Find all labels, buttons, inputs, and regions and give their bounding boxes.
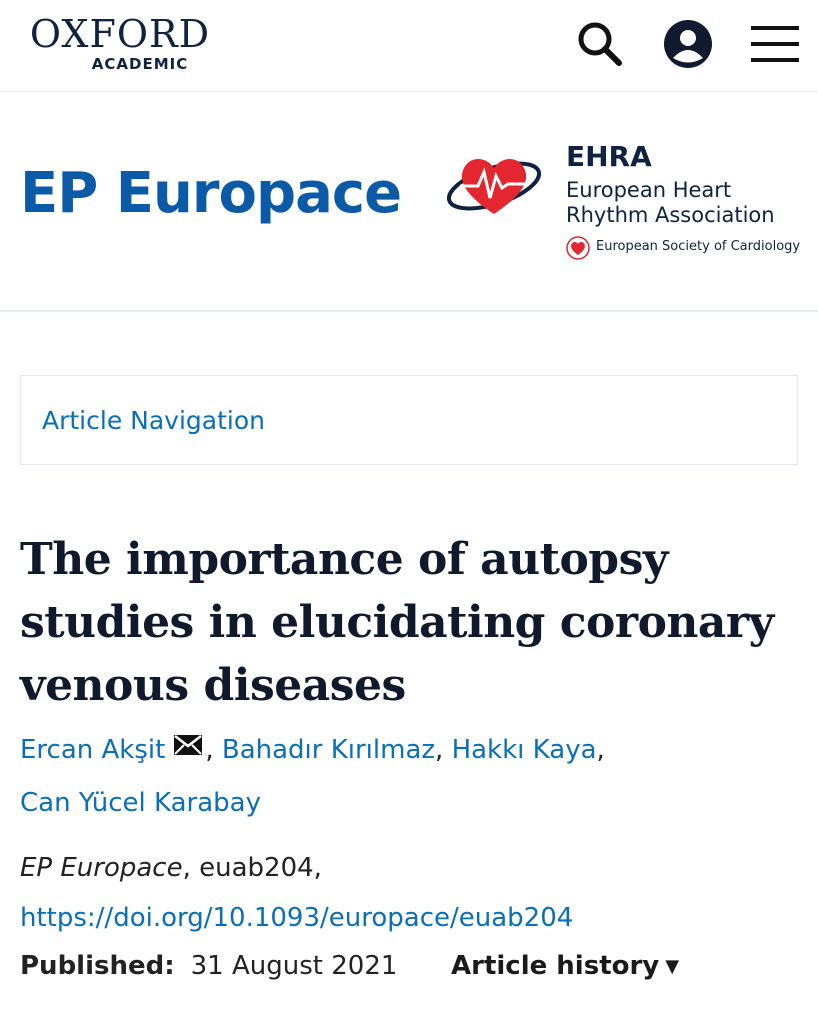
author-link[interactable]: Bahadır Kırılmaz bbox=[221, 735, 436, 765]
email-icon[interactable] bbox=[173, 722, 203, 774]
author-link[interactable]: Can Yücel Karabay bbox=[20, 787, 261, 818]
society-abbreviation: EHRA bbox=[566, 140, 652, 173]
top-bar bbox=[0, 0, 818, 92]
search-icon[interactable] bbox=[574, 18, 626, 70]
citation-journal-name: EP Europace bbox=[20, 853, 183, 883]
society-name-line2: Rhythm Association bbox=[566, 203, 775, 227]
author-separator: , bbox=[205, 735, 214, 765]
society-name-line1: European Heart bbox=[566, 178, 732, 202]
article-navigation-toggle[interactable] bbox=[20, 375, 798, 465]
article-history-label: Article history bbox=[451, 951, 660, 981]
published-date: 31 August 2021 bbox=[190, 951, 398, 981]
author-separator: , bbox=[596, 735, 605, 765]
citation-article-id: , euab204, bbox=[182, 853, 322, 883]
caret-down-icon: ▼ bbox=[665, 956, 680, 977]
article-history-toggle[interactable] bbox=[451, 944, 679, 991]
account-icon[interactable] bbox=[662, 18, 714, 70]
ehra-heart-logo-icon bbox=[444, 144, 544, 224]
journal-citation bbox=[20, 846, 322, 890]
publisher-sub: ACADEMIC bbox=[91, 55, 189, 73]
author-link[interactable]: Ercan Akşit bbox=[20, 735, 166, 765]
author-list bbox=[20, 724, 810, 829]
parent-society-name: European Society of Cardiology bbox=[596, 239, 801, 254]
publisher-name: OXFORD bbox=[29, 12, 211, 56]
article-navigation-label: Article Navigation bbox=[42, 405, 265, 435]
journal-title[interactable]: EP Europace bbox=[20, 161, 402, 226]
published-label: Published: bbox=[20, 951, 175, 981]
hamburger-menu-icon[interactable] bbox=[748, 18, 802, 70]
author-separator: , bbox=[435, 735, 444, 765]
author-link[interactable]: Hakkı Kaya bbox=[451, 735, 597, 765]
esc-heart-icon bbox=[566, 236, 590, 260]
doi-link[interactable]: https://doi.org/10.1093/europace/euab204 bbox=[20, 903, 574, 933]
publication-date bbox=[20, 944, 397, 988]
oxford-academic-logo[interactable] bbox=[20, 14, 220, 76]
article-title: The importance of autopsy studies in elucidating coronary venous diseases bbox=[20, 534, 774, 711]
journal-banner bbox=[0, 92, 818, 312]
